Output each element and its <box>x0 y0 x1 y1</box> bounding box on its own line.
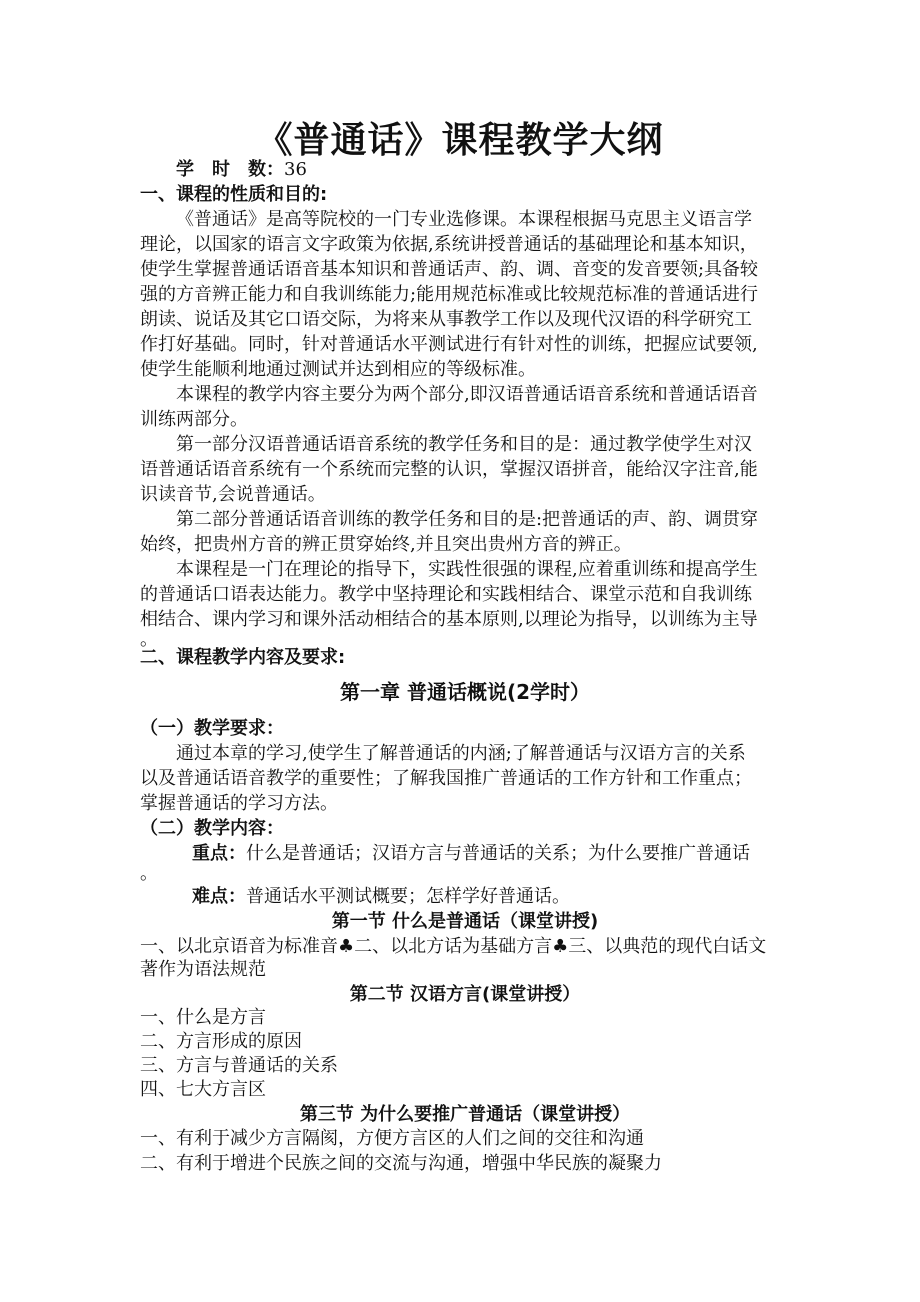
requirements-heading: （一）教学要求： <box>140 718 284 739</box>
section3-title: 第三节 为什么要推广普通话（课堂讲授） <box>299 1104 631 1125</box>
section1-title: 第一节 什么是普通话（课堂讲授) <box>331 911 599 932</box>
section1-line: 一、以北京语音为标准音♣二、以北方话为基础方言♣三、以典范的现代白话文 <box>140 936 767 957</box>
para1-line: 使学生掌握普通话语音基本知识和普通话声、韵、调、音变的发音要领;具备较 <box>140 259 759 280</box>
para1-line: 理论，以国家的语言文字政策为依据,系统讲授普通话的基础理论和基本知识， <box>140 234 758 255</box>
para3-line: 第一部分汉语普通话语音系统的教学任务和目的是：通过教学使学生对汉 <box>176 434 752 455</box>
para1-line: 作打好基础。同时，针对普通话水平测试进行有针对性的训练，把握应试要领, <box>140 334 758 355</box>
para3-line: 识读音节,会说普通话。 <box>140 484 326 505</box>
section2-heading: 二、课程教学内容及要求: <box>140 647 346 668</box>
requirements-line: 掌握普通话的学习方法。 <box>140 793 338 814</box>
key-points-label: 重点： <box>192 843 246 864</box>
hours-label: 学 时 数： <box>176 159 284 180</box>
para5-line: 本课程是一门在理论的指导下，实践性很强的课程,应着重训练和提高学生 <box>176 559 758 580</box>
requirements-line: 以及普通话语音教学的重要性；了解我国推广普通话的工作方针和工作重点； <box>140 768 752 789</box>
chapter1-title: 第一章 普通话概说(2学时） <box>339 680 591 704</box>
list-item: 二、有利于增进个民族之间的交流与沟通，增强中华民族的凝聚力 <box>140 1153 662 1174</box>
para1-line: 强的方音辨正能力和自我训练能力;能用规范标准或比较规范标准的普通话进行 <box>140 284 759 305</box>
hours-value: 36 <box>284 159 307 180</box>
para3-line: 语普通话语音系统有一个系统而完整的认识，掌握汉语拼音，能给汉字注音,能 <box>140 459 758 480</box>
para4-line: 始终，把贵州方音的辨正贯穿始终,并且突出贵州方音的辨正。 <box>140 534 632 555</box>
section1-heading: 一、课程的性质和目的: <box>140 184 328 205</box>
key-points-text: 什么是普通话；汉语方言与普通话的关系；为什么要推广普通话 <box>246 843 750 864</box>
key-points-tail: 。 <box>140 863 158 884</box>
hours-line <box>176 158 826 182</box>
para5-line: 的普通话口语表达能力。教学中坚持理论和实践相结合、课堂示范和自我训练 <box>140 584 752 605</box>
difficulties-label: 难点： <box>192 886 246 907</box>
section1-line: 著作为语法规范 <box>140 959 266 980</box>
list-item: 四、七大方言区 <box>140 1079 266 1100</box>
list-item: 二、方言形成的原因 <box>140 1031 302 1052</box>
document-title: 《普通话》课程教学大纲 <box>256 120 664 161</box>
requirements-line: 通过本章的学习,使学生了解普通话的内涵;了解普通话与汉语方言的关系 <box>176 743 746 764</box>
difficulties-text: 普通话水平测试概要；怎样学好普通话。 <box>246 886 570 907</box>
para1-line: 朗读、说话及其它口语交际，为将来从事教学工作以及现代汉语的科学研究工 <box>140 309 752 330</box>
section2-title: 第二节 汉语方言(课堂讲授） <box>349 984 581 1005</box>
para2-line: 训练两部分。 <box>140 409 248 430</box>
para2-line: 本课程的教学内容主要分为两个部分,即汉语普通话语音系统和普通话语音 <box>176 384 758 405</box>
para5-line: 。 <box>140 629 158 650</box>
para4-line: 第二部分普通话语音训练的教学任务和目的是:把普通话的声、韵、调贯穿 <box>176 509 759 530</box>
para1-line: 使学生能顺利地通过测试并达到相应的等级标准。 <box>140 359 536 380</box>
para5-line: 相结合、课内学习和课外活动相结合的基本原则,以理论为指导，以训练为主导 <box>140 609 758 630</box>
list-item: 一、有利于减少方言隔阂，方便方言区的人们之间的交往和沟通 <box>140 1128 644 1149</box>
list-item: 三、方言与普通话的关系 <box>140 1055 338 1076</box>
difficulties-line <box>192 885 842 909</box>
list-item: 一、什么是方言 <box>140 1007 266 1028</box>
content-heading: （二）教学内容： <box>140 818 284 839</box>
para1-line: 《普通话》是高等院校的一门专业选修课。本课程根据马克思主义语言学 <box>176 209 752 230</box>
